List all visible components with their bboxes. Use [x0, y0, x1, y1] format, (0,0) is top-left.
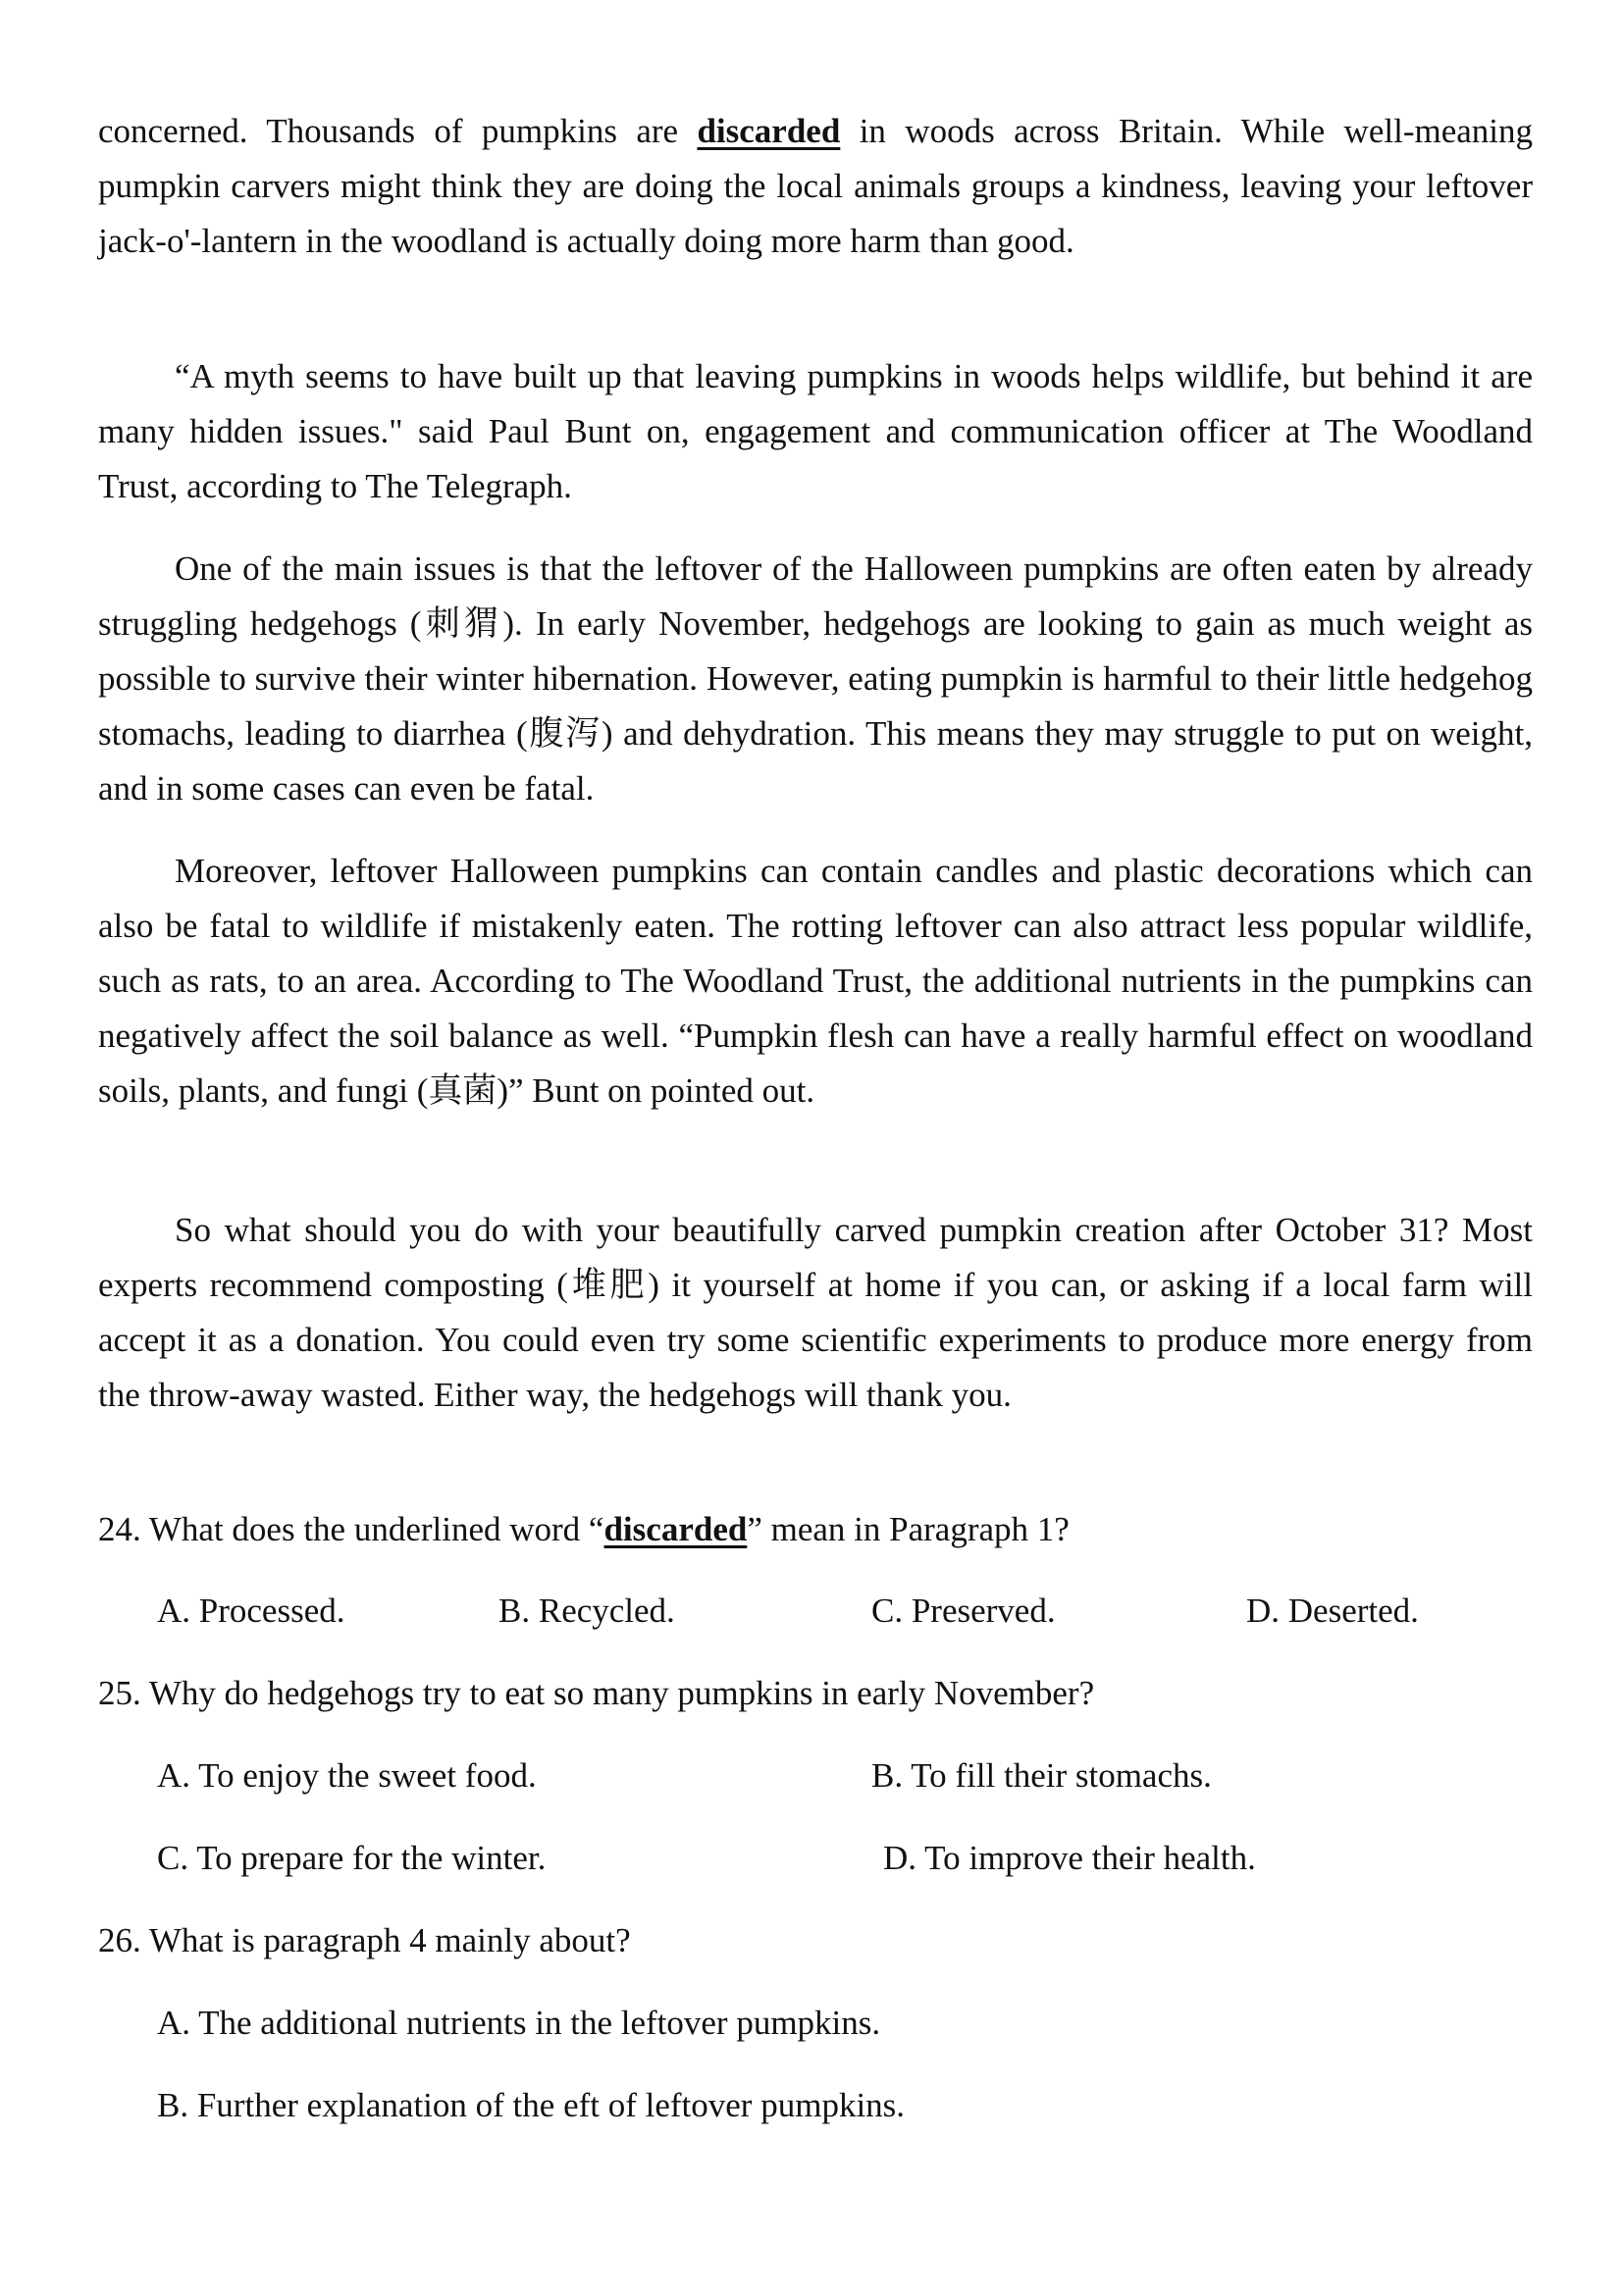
question-24-text-end: ” mean in Paragraph 1?: [747, 1510, 1070, 1548]
passage-paragraph-1: [98, 104, 1533, 269]
question-24-option-c: C. Preserved.: [871, 1592, 1056, 1630]
passage-paragraph-2: “A myth seems to have built up that leaving pumpkins in woods helps wildlife, but behind it are many hidden issues." said Paul Bunt on, engagement and communication officer at The Woodland Trust, according to The Telegraph.: [98, 357, 1533, 505]
passage-paragraph-4: Moreover, leftover Halloween pumpkins can contain candles and plastic decorations which can also be fatal to wildlife if mistakenly eaten. The rotting leftover can also attract less popular wildlife, such as rats, to an area. According to The Woodland Trust, the additional nutrients in the pumpkins can negatively affect the soil balance as well. “Pumpkin flesh can have a really harmful effect on woodland soils, plants, and fungi (真菌)” Bunt on pointed out.: [98, 852, 1533, 1110]
question-24-option-a: A. Processed.: [157, 1592, 345, 1630]
question-24-option-d: D. Deserted.: [1246, 1592, 1419, 1630]
question-24-stem: [98, 1502, 1070, 1557]
passage-paragraph-3: One of the main issues is that the leftover of the Halloween pumpkins are often eaten by already struggling hedgehogs (刺猬). In early November, hedgehogs are looking to gain as much weight as possible to survive their winter hibernation. However, eating pumpkin is harmful to their little hedgehog stomachs, leading to diarrhea (腹泻) and dehydration. This means they may struggle to put on weight, and in some cases can even be fatal.: [98, 549, 1533, 808]
question-24-option-b: B. Recycled.: [498, 1592, 675, 1630]
question-25-stem: 25. Why do hedgehogs try to eat so many pumpkins in early November?: [98, 1674, 1095, 1712]
question-25-option-a: A. To enjoy the sweet food.: [157, 1756, 537, 1795]
question-24-underlined-word: discarded: [603, 1510, 748, 1548]
paragraph-1-text-end: in woods across Britain. While well-meaning pumpkin carvers might think they are doing the local animals groups a kindness, leaving your leftover jack-o'-lantern in the woodland is actually doing more harm than good.: [98, 112, 1533, 260]
question-25-option-c: C. To prepare for the winter.: [157, 1839, 547, 1877]
question-25-option-b: B. To fill their stomachs.: [871, 1756, 1212, 1795]
passage-paragraph-5: So what should you do with your beautifully carved pumpkin creation after October 31? Most experts recommend composting (堆肥) it yourself at home if you can, or asking if a local farm will accept it as a donation. You could even try some scientific experiments to produce more energy from the throw-away wasted. Either way, the hedgehogs will thank you.: [98, 1211, 1533, 1414]
question-26-option-b: B. Further explanation of the eft of leftover pumpkins.: [157, 2086, 906, 2124]
question-26-option-a: A. The additional nutrients in the leftover pumpkins.: [157, 2004, 881, 2042]
question-25-option-d: D. To improve their health.: [883, 1839, 1256, 1877]
underlined-word-discarded: discarded: [697, 112, 841, 150]
question-26-stem: 26. What is paragraph 4 mainly about?: [98, 1921, 631, 1959]
question-24-text-start: 24. What does the underlined word “: [98, 1510, 604, 1548]
paragraph-1-text-start: concerned. Thousands of pumpkins are: [98, 112, 698, 150]
